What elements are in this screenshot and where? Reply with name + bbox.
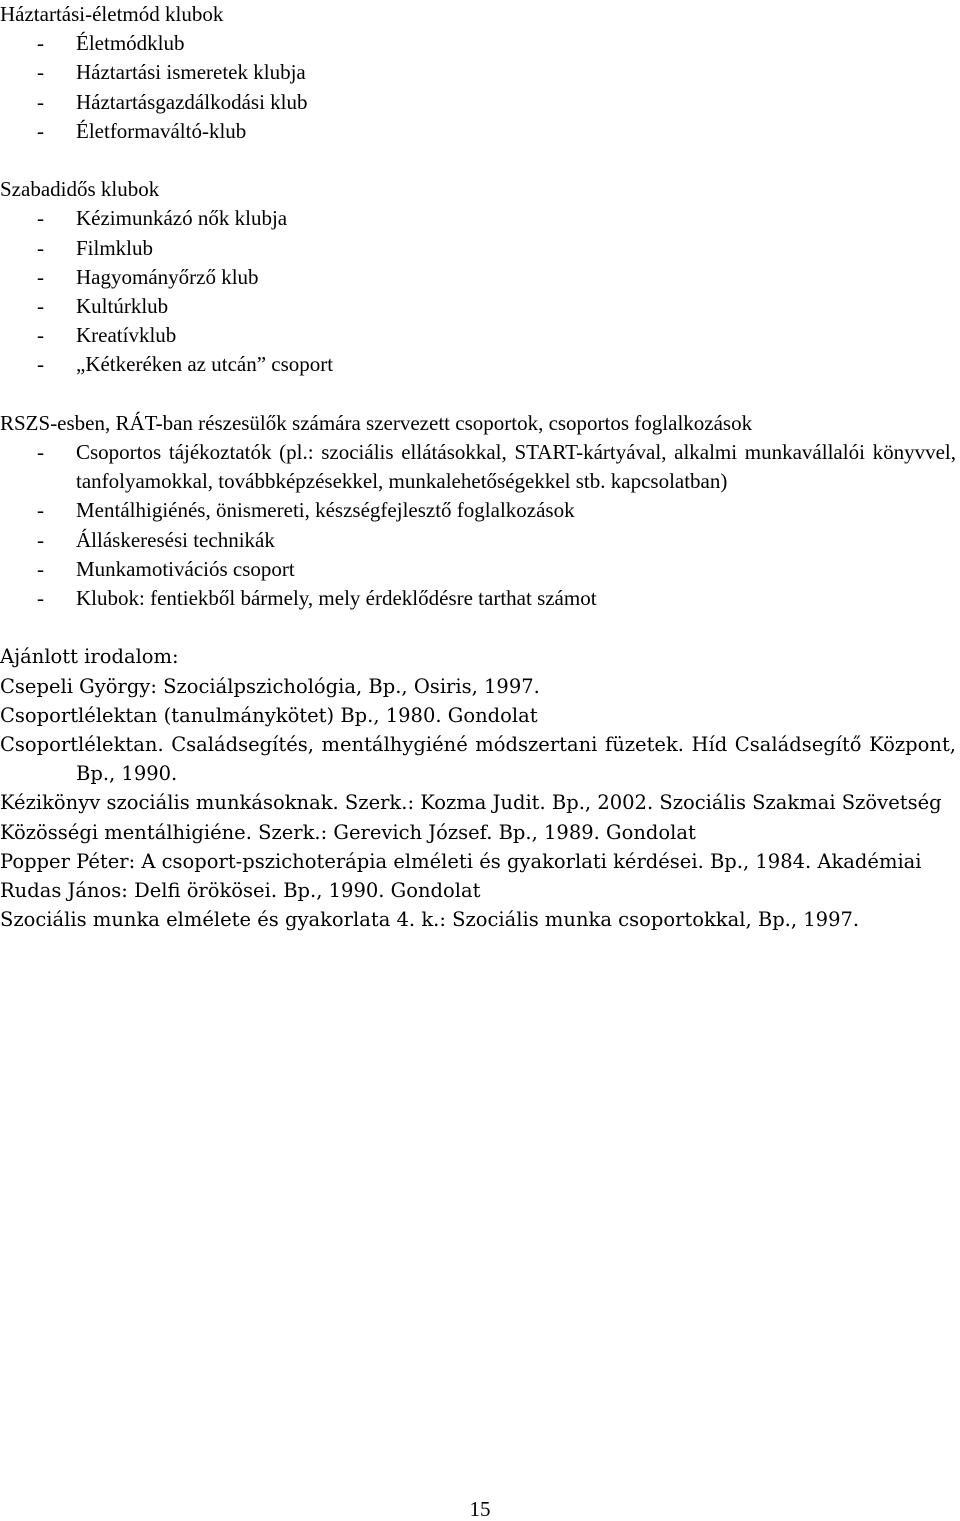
spacer — [0, 613, 960, 642]
list-item: - „Kétkeréken az utcán” csoport — [0, 350, 960, 379]
dash: - — [37, 556, 44, 581]
dash: - — [37, 586, 44, 611]
list-item: - Életmódklub — [0, 29, 960, 58]
dash: - — [37, 323, 44, 348]
references-title: Ajánlott irodalom: — [0, 645, 179, 669]
dash: - — [37, 527, 44, 552]
section-leisure-clubs — [0, 175, 960, 379]
spacer — [0, 146, 960, 175]
list-item: - Csoportos tájékoztatók (pl.: szociális ellátásokkal, START-kártyával, alkalmi munkavállalói könyvvel, tanfolyamokkal, továbbképzésekkel, munkalehetőségekkel stb. kapcsolatban) — [37, 440, 956, 494]
list-item: - Háztartási ismeretek klubja — [0, 58, 960, 87]
dash: - — [37, 264, 44, 289]
section-title: Szabadidős klubok — [0, 177, 160, 202]
section-household-clubs — [0, 0, 960, 146]
list-item: - Kreatívklub — [0, 321, 960, 350]
dash: - — [37, 89, 44, 114]
dash: - — [37, 206, 44, 231]
list-item: - Kézimunkázó nők klubja — [0, 204, 960, 233]
dash: - — [37, 235, 44, 260]
references-section — [0, 642, 960, 934]
page-number: 15 — [469, 1497, 491, 1521]
dash: - — [37, 294, 44, 319]
section-rszs-groups — [0, 409, 960, 613]
dash: - — [37, 440, 44, 465]
spacer — [0, 380, 960, 409]
list-item: - Életformaváltó-klub — [0, 117, 960, 146]
reference-item: Csoportlélektan. Családsegítés, mentálhygiéné módszertani füzetek. Híd Családsegítő Központ, Bp., 1990. — [0, 733, 956, 786]
section-title: Háztartási-életmód klubok — [0, 2, 224, 26]
dash: - — [37, 498, 44, 523]
reference-item: Rudas János: Delfi örökösei. Bp., 1990. Gondolat — [0, 879, 481, 903]
list-item: - Kultúrklub — [0, 292, 960, 321]
club-list — [0, 204, 960, 379]
reference-item: Csoportlélektan (tanulmánykötet) Bp., 1980. Gondolat — [0, 703, 538, 727]
group-list — [0, 438, 960, 613]
reference-item: Csepeli György: Szociálpszichológia, Bp., Osiris, 1997. — [0, 674, 540, 698]
dash: - — [37, 31, 44, 56]
list-item: - Hagyományőrző klub — [0, 263, 960, 292]
club-list — [0, 29, 960, 146]
reference-item: Popper Péter: A csoport-pszichoterápia elméleti és gyakorlati kérdései. Bp., 1984. Akadémiai — [0, 849, 922, 873]
reference-item: Közösségi mentálhigiéne. Szerk.: Gerevich József. Bp., 1989. Gondolat — [0, 820, 696, 844]
dash: - — [37, 118, 44, 143]
list-item: - Klubok: fentiekből bármely, mely érdeklődésre tarthat számot — [0, 584, 960, 613]
reference-item: Szociális munka elmélete és gyakorlata 4. k.: Szociális munka csoportokkal, Bp., 1997. — [0, 908, 860, 932]
list-item: - Háztartásgazdálkodási klub — [0, 88, 960, 117]
list-item: - Álláskeresési technikák — [0, 526, 960, 555]
reference-item: Kézikönyv szociális munkásoknak. Szerk.: Kozma Judit. Bp., 2002. Szociális Szakmai Szövetség — [0, 791, 942, 815]
list-item: - Filmklub — [0, 234, 960, 263]
dash: - — [37, 352, 44, 377]
section-title: RSZS-esben, RÁT-ban részesülők számára szervezett csoportok, csoportos foglalkozások — [0, 410, 753, 435]
list-item: - Munkamotivációs csoport — [0, 555, 960, 584]
list-item: - Mentálhigiénés, önismereti, készségfejlesztő foglalkozások — [0, 496, 960, 525]
dash: - — [37, 60, 44, 85]
